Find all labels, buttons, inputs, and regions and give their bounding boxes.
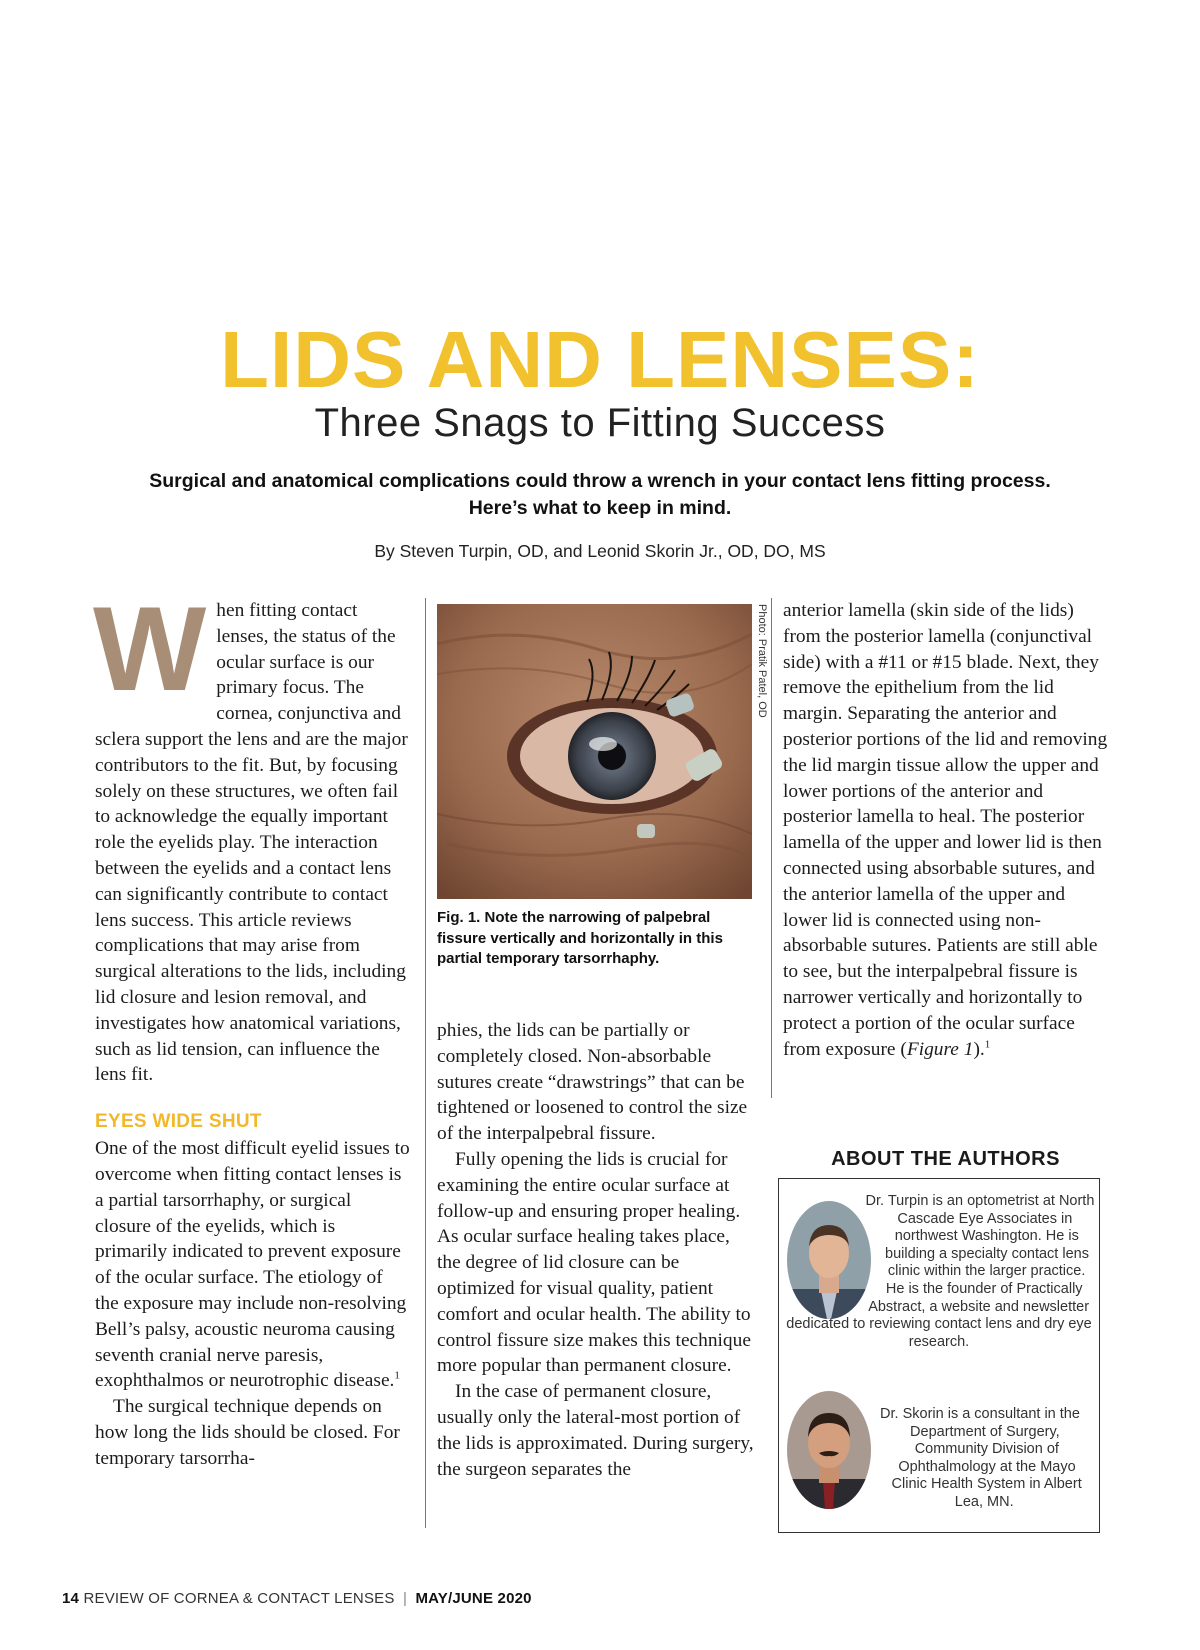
section1-paragraph-1: [95, 1136, 410, 1394]
article-title: LIDS AND LENSES:: [220, 315, 980, 404]
about-authors-heading: ABOUT THE AUTHORS: [831, 1148, 1060, 1170]
page-number: 14: [62, 1590, 80, 1607]
column3-end: ).: [973, 1038, 985, 1060]
column2-paragraph-1: phies, the lids can be partially or completely closed. Non-absorbable sutures create “drawstrings” that can be tightened or loosened to control the size of the interpalpebral fissure.: [437, 1020, 748, 1145]
bio2-photo-spacer: [783, 1406, 879, 1526]
dek-line-2: Here’s what to keep in mind.: [468, 497, 732, 519]
column2-paragraph-2: Fully opening the lids is crucial for examining the entire ocular surface at follow-up and ensuring proper healing. As ocular surface healing takes place, the degree of lid closure can be optimized for visual quality, patient comfort and ocular health. The ability to control fissure size makes this technique more popular than permanent closure.: [437, 1148, 751, 1377]
photo-credit: Photo: Pratik Patel, OD: [756, 604, 768, 718]
column2-paragraph-3: In the case of permanent closure, usually only the lateral-most portion of the lids is approximated. During surgery, the surgeon separates the: [437, 1381, 754, 1480]
column-divider-1: [425, 598, 426, 1528]
drop-cap: W: [93, 582, 207, 716]
about-authors-box: [778, 1178, 1100, 1533]
section1-paragraph-1-text: One of the most difficult eyelid issues to overcome when fitting contact lenses is a partial tarsorrhaphy, or surgical closure of the eyelids, which is primarily indicated to prevent exposure of the ocular surface. The etiology of the exposure may include non-resolving Bell’s palsy, acoustic neuroma causing seventh cranial nerve paresis, exophthalmos or neurotrophic disease.: [95, 1138, 410, 1392]
author-bio-turpin-text: Dr. Turpin is an optometrist at North Cascade Eye Associates in northwest Washington. He is building a specialty contact lens clinic within the larger practice. He is the founder of Practically Abstract, a website and newsletter dedicated to reviewing contact lens and dry eye research.: [786, 1193, 1095, 1350]
author-bio-skorin-text: Dr. Skorin is a consultant in the Department of Surgery, Community Division of Ophthalmology at the Mayo Clinic Health System in Albert Lea, MN.: [880, 1406, 1082, 1510]
publication-name: REVIEW OF CORNEA & CONTACT LENSES: [83, 1590, 395, 1607]
footer-separator: |: [402, 1590, 408, 1607]
column-1: [93, 582, 410, 1472]
bio1-photo-spacer: [783, 1193, 879, 1313]
column3-paragraph-1: [783, 598, 1108, 1062]
intro-paragraph: [93, 582, 410, 1088]
byline: By Steven Turpin, OD, and Leonid Skorin Jr., OD, DO, MS: [374, 541, 826, 561]
author-bio-skorin: [783, 1406, 1095, 1526]
eye-photo-illustration: [437, 604, 752, 899]
column-divider-2: [771, 598, 772, 1098]
reference-superscript: 1: [394, 1369, 400, 1382]
eye-photo: [437, 604, 752, 899]
column-2: [437, 1018, 757, 1482]
issue-date: MAY/JUNE 2020: [415, 1590, 532, 1607]
page-footer: [62, 1590, 532, 1607]
column3-text: anterior lamella (skin side of the lids) from the posterior lamella (conjunctival side) with a #11 or #15 blade. Next, they remove the epithelium from the lid margin. Separating the anterior and posterior portions of the lid and removing the lid margin tissue allow the upper and lower portions of the anterior and posterior lamella to heal. The posterior lamella of the upper and lower lid is then connected using absorbable sutures, and the anterior lamella of the upper and lower lid is connected using non-absorbable sutures. Patients are still able to see, but the interpalpebral fissure is narrower vertically and horizontally to protect a portion of the ocular surface from exposure (: [783, 600, 1108, 1060]
reference-superscript-2: 1: [984, 1038, 991, 1051]
dek-line-1: Surgical and anatomical complications could throw a wrench in your contact lens fitting process.: [149, 470, 1051, 492]
intro-text: hen fitting contact lenses, the status of the ocular surface is our primary focus. The cornea, conjunctiva and sclera support the lens and are the major contributors to the fit. But, by focusing solely on these structures, we often fail to acknowledge the equally important role the eyelids play. The interaction between the eyelids and a contact lens can significantly contribute to contact lens success. This article reviews complications that may arise from surgical alterations to the lids, including lid closure and lesion removal, and investigates how anatomical variations, such as lid tension, can influence the lens fit.: [95, 600, 408, 1086]
section-heading-eyes-wide-shut: EYES WIDE SHUT: [95, 1111, 262, 1133]
author-bio-turpin: [783, 1193, 1095, 1351]
article-subtitle: Three Snags to Fitting Success: [314, 401, 886, 445]
section1-paragraph-2: The surgical technique depends on how long the lids should be closed. For temporary tarsorrha-: [95, 1396, 400, 1469]
column-3: [783, 598, 1108, 1062]
figure-caption: Fig. 1. Note the narrowing of palpebral fissure vertically and horizontally in this partial temporary tarsorrhaphy.: [437, 909, 723, 967]
figure-reference: Figure 1: [906, 1038, 974, 1060]
article-dek: [80, 468, 1120, 522]
